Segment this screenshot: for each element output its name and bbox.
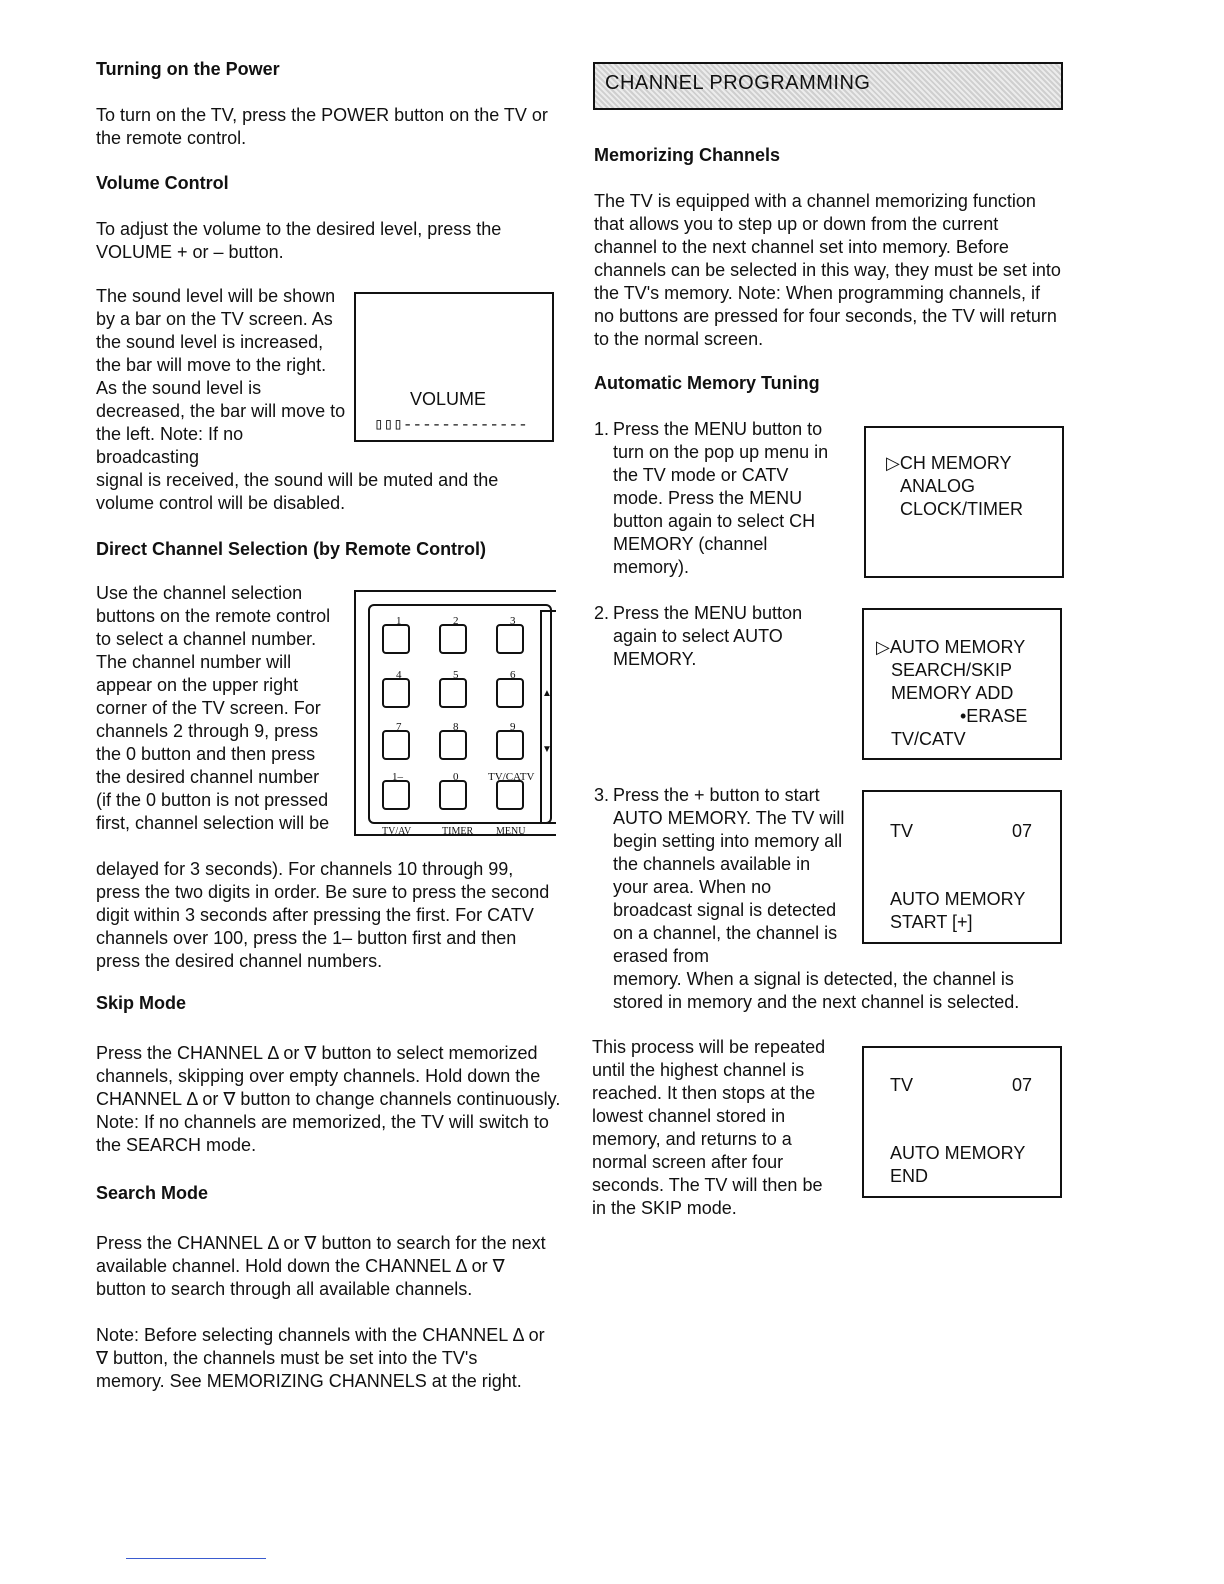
key-label: 7 — [396, 721, 402, 733]
screen-tv-label: TV — [890, 1075, 914, 1095]
search-heading: Search Mode — [96, 1183, 209, 1203]
step3-text-cont: memory. When a signal is detected, the channel is stored in memory and the next channel is selected. — [613, 969, 1020, 1012]
key-0[interactable] — [439, 780, 467, 810]
timer-label: TIMER — [442, 826, 474, 837]
menu-box-auto-memory — [862, 608, 1062, 760]
search-text: Press the CHANNEL Δ or ∇ button to search for the next available channel. Hold down the CHANNEL Δ or ∇ button to search through all available channels. — [96, 1233, 546, 1299]
key-5[interactable] — [439, 678, 467, 708]
key-1[interactable] — [382, 624, 410, 654]
key-4[interactable] — [382, 678, 410, 708]
triangle-up-icon: ▲ — [542, 688, 552, 699]
screen-tv-label: TV — [890, 821, 914, 841]
screen-channel: 07 — [1012, 1075, 1033, 1095]
direct-heading: Direct Channel Selection (by Remote Control) — [96, 539, 487, 559]
volume-box-bar: ▯▯▯------------- — [374, 416, 528, 434]
key-label: 3 — [510, 615, 516, 627]
key-6[interactable] — [496, 678, 524, 708]
power-heading: Turning on the Power — [96, 59, 280, 79]
volume-heading: Volume Control — [96, 173, 229, 193]
menu-label: MENU — [496, 826, 526, 837]
memorizing-heading: Memorizing Channels — [594, 145, 781, 165]
screen-line2: START [+] — [890, 912, 973, 932]
key-label: 4 — [396, 669, 402, 681]
triangle-down-icon: ▼ — [542, 744, 552, 755]
menu-item: ANALOG — [900, 476, 976, 496]
screen-channel: 07 — [1012, 821, 1033, 841]
key-8[interactable] — [439, 730, 467, 760]
key-label: 1– — [392, 771, 403, 783]
key-9[interactable] — [496, 730, 524, 760]
skip-text: Press the CHANNEL Δ or ∇ button to select memorized channels, skipping over empty channels. Hold down the CHANNEL Δ or ∇ button to change channels continuously. Note: If no channels are memorized, the TV will switch to the SEARCH mode. — [96, 1043, 561, 1155]
screen-line2: END — [890, 1166, 929, 1186]
auto-heading: Automatic Memory Tuning — [594, 373, 820, 393]
menu-item: •ERASE — [960, 706, 1028, 726]
skip-heading: Skip Mode — [96, 993, 187, 1013]
volume-box-label: VOLUME — [410, 389, 487, 409]
step3-text: Press the + button to start AUTO MEMORY. The TV will begin setting into memory all the channels available in your area. When no broadcast signal is detected on a channel, the channel is erased from — [613, 785, 845, 966]
footer-rule — [126, 1558, 266, 1559]
key-label: 6 — [510, 669, 516, 681]
key-tvcatv[interactable] — [496, 780, 524, 810]
tvcatv-label: TV/CATV — [488, 771, 535, 783]
step1-text: Press the MENU button to turn on the pop up menu in the TV mode or CATV mode. Press the MENU button again to select CH MEMORY (channel memory). — [613, 419, 829, 577]
direct-text: Use the channel selection buttons on the remote control to select a channel number. The channel number will appear on the upper right corner of the TV screen. For channels 2 through 9, press the 0 button and then press the desired channel number (if the 0 button is not pressed first, channel selection will be — [96, 583, 331, 833]
key-3[interactable] — [496, 624, 524, 654]
sound-text-cont: signal is received, the sound will be muted and the volume control will be disabled. — [96, 470, 499, 513]
screen-line1: AUTO MEMORY — [890, 1143, 1026, 1163]
key-7[interactable] — [382, 730, 410, 760]
key-label: 8 — [453, 721, 459, 733]
step2-text: Press the MENU button again to select AUTO MEMORY. — [613, 603, 803, 669]
menu-item: SEARCH/SKIP — [891, 660, 1013, 680]
screen-box-auto-end — [862, 1046, 1062, 1198]
section-title-band — [593, 62, 1063, 110]
key-label: 0 — [453, 771, 459, 783]
key-2[interactable] — [439, 624, 467, 654]
memorizing-text: The TV is equipped with a channel memorizing function that allows you to step up or down from the current channel to the next channel set into memory. Before channels can be selected in this way, they must be set into the TV's memory. Note: When programming channels, if no buttons are pressed for four seconds, the TV will return to the normal screen. — [594, 191, 1061, 349]
key-1-dash[interactable] — [382, 780, 410, 810]
menu-item: ▷AUTO MEMORY — [876, 637, 1026, 657]
volume-screen-box — [354, 292, 554, 442]
process-text: This process will be repeated until the highest channel is reached. It then stops at the lowest channel stored in memory, and returns to a normal screen after four seconds. The TV will then be in the SKIP mode. — [592, 1037, 826, 1218]
menu-item: TV/CATV — [891, 729, 966, 749]
direct-text-cont: delayed for 3 seconds). For channels 10 through 99, press the two digits in order. Be sure to press the second digit within 3 seconds after pressing the first. For CATV channels over 100, press the 1– button first and then press the desired channel numbers. — [96, 859, 550, 971]
menu-item: ▷CH MEMORY — [886, 453, 1012, 473]
key-label: 5 — [453, 669, 459, 681]
step2-number: 2. — [594, 603, 610, 623]
menu-item: CLOCK/TIMER — [900, 499, 1024, 519]
key-label: 2 — [453, 615, 459, 627]
screen-box-auto-start — [862, 790, 1062, 944]
step3-number: 3. — [594, 785, 610, 805]
menu-item: MEMORY ADD — [891, 683, 1014, 703]
tvav-label: TV/AV — [382, 826, 412, 837]
menu-box-ch-memory — [864, 426, 1064, 578]
remote-illustration — [354, 590, 556, 836]
key-label: 1 — [396, 615, 402, 627]
power-text: To turn on the TV, press the POWER button on the TV or the remote control. — [96, 105, 548, 148]
section-title: CHANNEL PROGRAMMING — [605, 72, 871, 94]
note-text: Note: Before selecting channels with the CHANNEL Δ or ∇ button, the channels must be set into the TV's memory. See MEMORIZING CHANNELS at the right. — [96, 1325, 545, 1391]
screen-line1: AUTO MEMORY — [890, 889, 1026, 909]
step1-number: 1. — [594, 419, 610, 439]
key-label: 9 — [510, 721, 516, 733]
volume-text: To adjust the volume to the desired level, press the VOLUME + or – button. — [96, 219, 502, 262]
sound-text: The sound level will be shown by a bar on the TV screen. As the sound level is increased, the bar will move to the right. As the sound level is decreased, the bar will move to the left. Note: If no broadcasting — [96, 286, 346, 467]
